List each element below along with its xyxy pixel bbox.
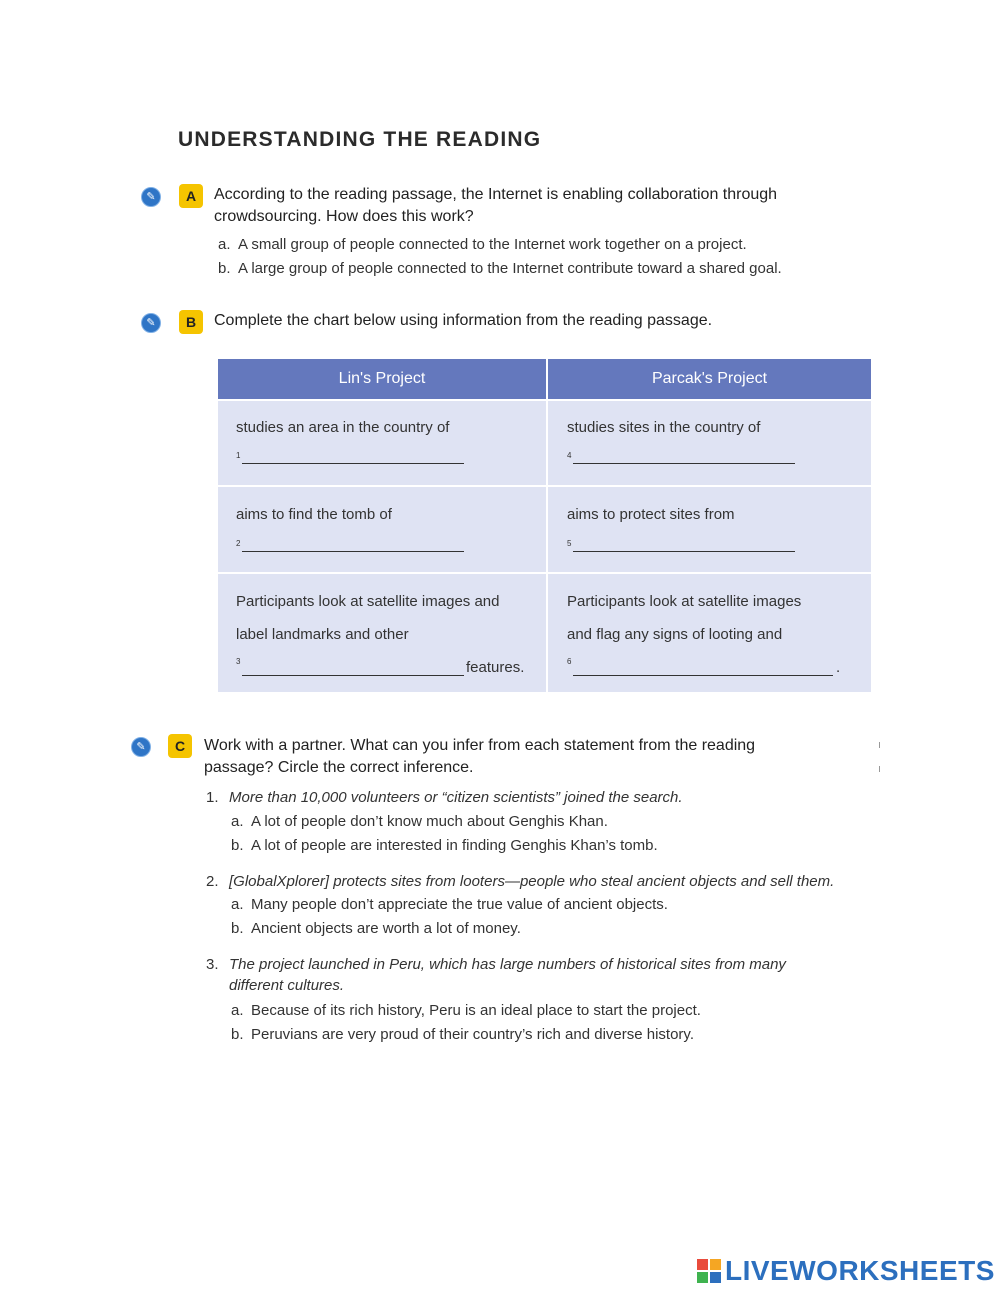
cell-text: .: [836, 659, 841, 676]
item-statement: The project launched in Peru, which has large numbers of historical sites from many: [229, 956, 786, 973]
edit-icon: ✎: [131, 737, 151, 757]
section-a-badge: A: [179, 184, 203, 208]
chart-header-parcak: Parcak's Project: [651, 370, 768, 387]
margin-mark: [879, 742, 880, 748]
blank-number: 2: [236, 539, 241, 548]
answer-blank-3[interactable]: [242, 675, 464, 676]
section-a-option-b: b. A large group of people connected to the Internet contribute toward a shared goal.: [218, 260, 782, 277]
item-option[interactable]: a. A lot of people don’t know much about Genghis Khan.: [231, 813, 608, 830]
answer-blank-5[interactable]: [573, 551, 795, 552]
margin-mark: [879, 766, 880, 772]
item-statement: [GlobalXplorer] protects sites from looters—people who steal ancient objects and sell them.: [229, 873, 835, 890]
column-divider: [546, 359, 548, 692]
cell-text: aims to protect sites from: [567, 506, 735, 523]
edit-icon: ✎: [141, 313, 161, 333]
item-option[interactable]: b. A lot of people are interested in finding Genghis Khan’s tomb.: [231, 837, 658, 854]
item-statement: different cultures.: [229, 977, 345, 994]
cell-text: Participants look at satellite images: [567, 593, 802, 610]
item-number: 3.: [206, 956, 219, 973]
cell-text: studies an area in the country of: [236, 419, 450, 436]
item-option[interactable]: b. Ancient objects are worth a lot of money.: [231, 920, 521, 937]
cell-text: label landmarks and other: [236, 626, 409, 643]
logo-square: [697, 1259, 708, 1270]
row-divider: [218, 572, 871, 574]
cell-text: aims to find the tomb of: [236, 506, 392, 523]
answer-blank-2[interactable]: [242, 551, 464, 552]
chart-header-row: [218, 359, 871, 399]
cell-text: features.: [466, 659, 525, 676]
answer-blank-4[interactable]: [573, 463, 795, 464]
section-a-question: According to the reading passage, the Internet is enabling collaboration through crowdsourcing. How does this work?: [214, 186, 778, 225]
blank-number: 6: [567, 657, 572, 666]
page-title: UNDERSTANDING THE READING: [178, 128, 542, 151]
cell-text: studies sites in the country of: [567, 419, 761, 436]
item-number: 1.: [206, 789, 219, 806]
row-divider: [218, 485, 871, 487]
item-statement: More than 10,000 volunteers or “citizen scientists” joined the search.: [229, 789, 683, 806]
cell-text: Participants look at satellite images and: [236, 593, 500, 610]
section-b-instruction: Complete the chart below using information from the reading passage.: [214, 312, 713, 329]
row-divider: [218, 399, 871, 401]
logo-square: [710, 1259, 721, 1270]
item-option[interactable]: b. Peruvians are very proud of their country’s rich and diverse history.: [231, 1026, 694, 1043]
item-option[interactable]: a. Many people don’t appreciate the true value of ancient objects.: [231, 896, 668, 913]
section-a-option-a: a. A small group of people connected to the Internet work together on a project.: [218, 236, 747, 253]
section-b-badge: B: [179, 310, 203, 334]
answer-blank-1[interactable]: [242, 463, 464, 464]
blank-number: 4: [567, 451, 572, 460]
blank-number: 3: [236, 657, 241, 666]
chart-header-lin: Lin's Project: [338, 370, 426, 387]
logo-grid-icon: [697, 1259, 721, 1283]
logo-text: LIVEWORKSHEETS: [725, 1255, 995, 1286]
blank-number: 5: [567, 539, 572, 548]
item-option[interactable]: a. Because of its rich history, Peru is an ideal place to start the project.: [231, 1002, 701, 1019]
edit-icon: ✎: [141, 187, 161, 207]
logo-square: [710, 1272, 721, 1283]
section-c-instruction-line1: Work with a partner. What can you infer from each statement from the reading: [204, 737, 756, 754]
blank-number: 1: [236, 451, 241, 460]
cell-text: and flag any signs of looting and: [567, 626, 783, 643]
liveworksheets-logo: [697, 1256, 995, 1286]
chart-table: [218, 359, 871, 692]
answer-blank-6[interactable]: [573, 675, 833, 676]
section-c-badge: C: [168, 734, 192, 758]
section-c-instruction-line2: passage? Circle the correct inference.: [204, 759, 474, 776]
item-number: 2.: [206, 873, 219, 890]
logo-square: [697, 1272, 708, 1283]
